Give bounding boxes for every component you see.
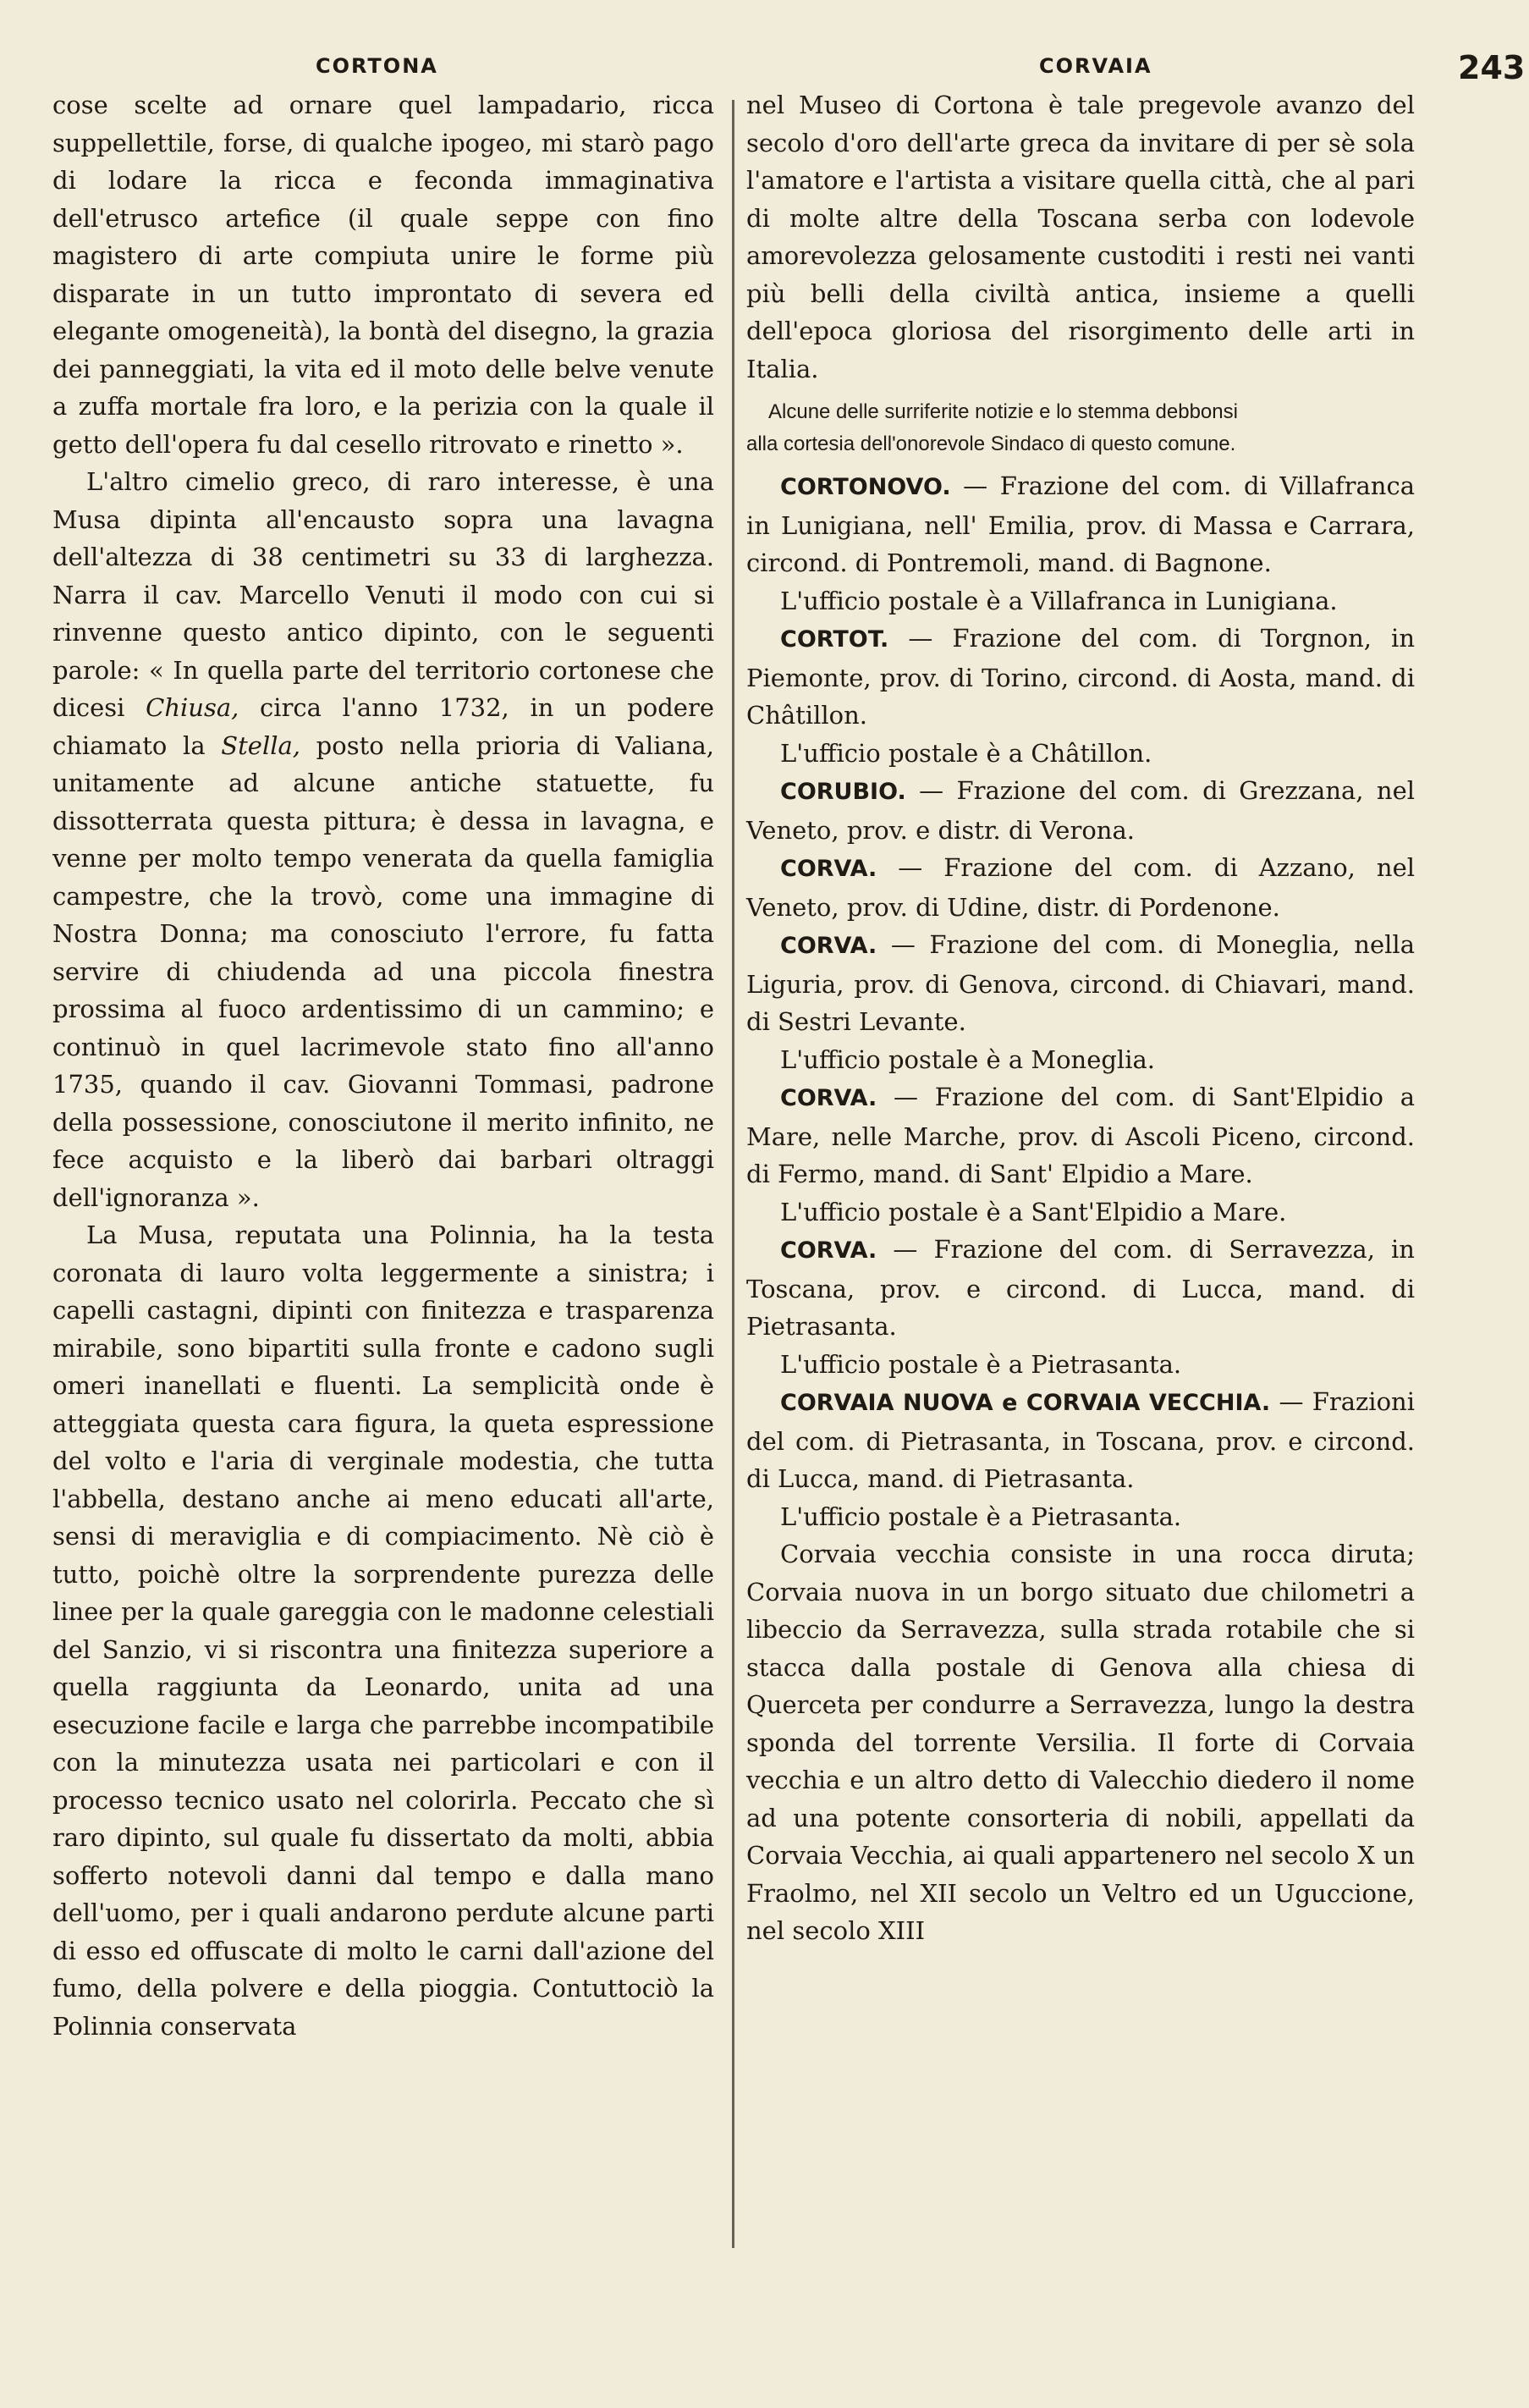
entry-text: — Frazione del com. di Torgnon, in Piemonte, prov. di Torino, circond. di Aosta, mand. di Châtillon. [746, 624, 1415, 730]
gazetteer-entry [746, 926, 1415, 1041]
entry-text: Corvaia vecchia consiste in una rocca diruta; Corvaia nuova in un borgo situato due chilometri a libeccio da Serravezza, sulla strada rotabile che si stacca dalla postale di Genova alla chiesa di Querceta per condurre a Serravezza, lungo la destra sponda del torrente Versilia. Il forte di Corvaia vecchia e un altro detto di Valecchio diedero il nome ad una potente consorteria di nobili, appellati da Corvaia Vecchia, ai quali appartenero nel secolo X un Fraolmo, nel XII secolo un Veltro ed un Uguccione, nel secolo XIII [746, 1540, 1415, 1945]
gazetteer-entry [746, 1231, 1415, 1346]
entry-heading: CORVA. [780, 933, 877, 959]
right-column [746, 86, 1415, 1950]
running-head-right: CORVAIA [1039, 54, 1152, 78]
paragraph: cose scelte ad ornare quel lampadario, ricca suppellettile, forse, di qualche ipogeo, mi starò pago di lodare la ricca e feconda immaginativa dell'etrusco artefice (il quale seppe con fino magistero di arte compiuta unire le forme più disparate in un tutto improntato di severa ed elegante omogeneità), la bontà del disegno, la grazia dei panneggiati, la vita ed il moto delle belve venute a zuffa mortale fra loro, e la perizia con la quale il getto dell'opera fu dal cesello ritrovato e rinetto ». [52, 91, 714, 459]
gazetteer-entry [746, 849, 1415, 926]
footnote-line: Alcune delle surriferite notizie e lo stemma debbonsi [768, 400, 1238, 423]
entry-heading: CORVAIA NUOVA e CORVAIA VECCHIA. [780, 1390, 1271, 1416]
paragraph: nel Museo di Cortona è tale pregevole avanzo del secolo d'oro dell'arte greca da invitare di per sè sola l'amatore e l'artista a visitare quella città, che al pari di molte altre della Toscana serba con lodevole amorevolezza gelosamente custoditi i resti nei vanti più belli della civiltà antica, insieme a quelli dell'epoca gloriosa del risorgimento delle arti in Italia. [746, 91, 1415, 383]
entry-text: — Frazione del com. di Grezzana, nel Veneto, prov. e distr. di Verona. [746, 776, 1415, 845]
gazetteer-entry [746, 1383, 1415, 1498]
gazetteer-entry [746, 620, 1415, 735]
gazetteer-entry [746, 1346, 1415, 1384]
gazetteer-entry [746, 1078, 1415, 1193]
left-column [52, 86, 714, 2045]
gazetteer-entry [746, 735, 1415, 773]
entry-heading: CORUBIO. [780, 779, 906, 805]
entry-heading: CORTOT. [780, 626, 889, 653]
entry-text: L'ufficio postale è a Pietrasanta. [780, 1502, 1182, 1531]
entry-text: — Frazione del com. di Serravezza, in Toscana, prov. e circond. di Lucca, mand. di Pietrasanta. [746, 1235, 1415, 1341]
entry-text: L'ufficio postale è a Moneglia. [780, 1044, 1155, 1074]
gazetteer-entry [746, 1498, 1415, 1536]
entry-text: L'ufficio postale è a Villafranca in Lunigiana. [780, 586, 1338, 615]
entry-text: — Frazione del com. di Moneglia, nella Liguria, prov. di Genova, circond. di Chiavari, mand. di Sestri Levante. [746, 930, 1415, 1036]
place-name: Stella, [221, 730, 301, 760]
gazetteer-entry [746, 1535, 1415, 1950]
entry-heading: CORVA. [780, 1085, 877, 1111]
entry-text: L'ufficio postale è a Sant'Elpidio a Mare. [780, 1197, 1287, 1226]
column-divider [732, 100, 734, 2248]
place-name: Chiusa, [146, 693, 239, 722]
gazetteer-entry [746, 582, 1415, 620]
paragraph: L'altro cimelio greco, di raro interesse, è una Musa dipinta all'encausto sopra una lavagna dell'altezza di 38 centimetri su 33 di larghezza. Narra il cav. Marcello Venuti il modo con cui si rinvenne questo antico dipinto, con le seguenti parole: « In quella parte del territorio cortonese che dicesi Chiusa, circa l'anno 1732, in un podere chiamato la Stella, posto nella prioria di Valiana, unitamente ad alcune antiche statuette, fu dissotterrata questa pittura; è dessa in lavagna, e venne per molto tempo venerata da quella famiglia campestre, che la trovò, come una immagine di Nostra Donna; ma conosciuto l'errore, fu fatta servire di chiudenda ad una piccola finestra prossima al fuoco ardentissimo di un cammino; e continuò in quel lacrimevole stato fino all'anno 1735, quando il cav. Giovanni Tommasi, padrone della possessione, conosciutone il merito infinito, ne fece acquisto e la liberò dai barbari oltraggi dell'ignoranza ». [52, 467, 715, 1212]
entry-heading: CORVA. [780, 1237, 877, 1264]
entry-heading: CORVA. [780, 856, 877, 882]
entry-heading: CORTONOVO. [780, 474, 951, 500]
entry-text: L'ufficio postale è a Châtillon. [780, 738, 1152, 768]
entry-text: L'ufficio postale è a Pietrasanta. [780, 1349, 1182, 1379]
entry-text: — Frazione del com. di Azzano, nel Veneto, prov. di Udine, distr. di Pordenone. [746, 853, 1415, 922]
gazetteer-entry [746, 772, 1415, 849]
footnote [746, 396, 1415, 460]
page-number: 243 [1458, 49, 1526, 86]
footnote-line: alla cortesia dell'onorevole Sindaco di questo comune. [746, 433, 1236, 455]
entry-text: — Frazione del com. di Sant'Elpidio a Mare, nelle Marche, prov. di Ascoli Piceno, circond. di Fermo, mand. di Sant' Elpidio a Mare. [746, 1083, 1415, 1188]
gazetteer-entry [746, 467, 1415, 582]
gazetteer-entries [746, 467, 1415, 1950]
paragraph: La Musa, reputata una Polinnia, ha la testa coronata di lauro volta leggermente a sinistra; i capelli castagni, dipinti con finitezza e trasparenza mirabile, sono bipartiti sulla fronte e cadono sugli omeri inanellati e fluenti. La semplicità onde è atteggiata questa cara figura, la queta espressione del volto e l'aria di verginale modestia, che tutta l'abbella, destano anche ai meno educati all'arte, sensi di meraviglia e di compiacimento. Nè ciò è tutto, poichè oltre la sorprendente purezza delle linee per la quale gareggia con le madonne celestiali del Sanzio, vi si riscontra una finitezza superiore a quella raggiunta da Leonardo, unita ad una esecuzione facile e larga che parrebbe incompatibile con la minutezza usata nei particolari e con il processo tecnico usato nel colorirla. Peccato che sì raro dipinto, sul quale fu dissertato da molti, abbia sofferto notevoli danni dal tempo e dalla mano dell'uomo, per i quali andarono perdute alcune parti di esso ed offuscate di molto le carni dall'azione del fumo, della polvere e della pioggia. Contuttociò la Polinnia conservata [52, 1221, 714, 2041]
running-head-left: CORTONA [316, 54, 438, 78]
entry-text: — Frazioni del com. di Pietrasanta, in Toscana, prov. e circond. di Lucca, mand. di Pietrasanta. [746, 1387, 1415, 1493]
entry-text: — Frazione del com. di Villafranca in Lunigiana, nell' Emilia, prov. di Massa e Carrara, circond. di Pontremoli, mand. di Bagnone. [746, 471, 1415, 577]
gazetteer-entry [746, 1193, 1415, 1232]
gazetteer-entry [746, 1041, 1415, 1079]
